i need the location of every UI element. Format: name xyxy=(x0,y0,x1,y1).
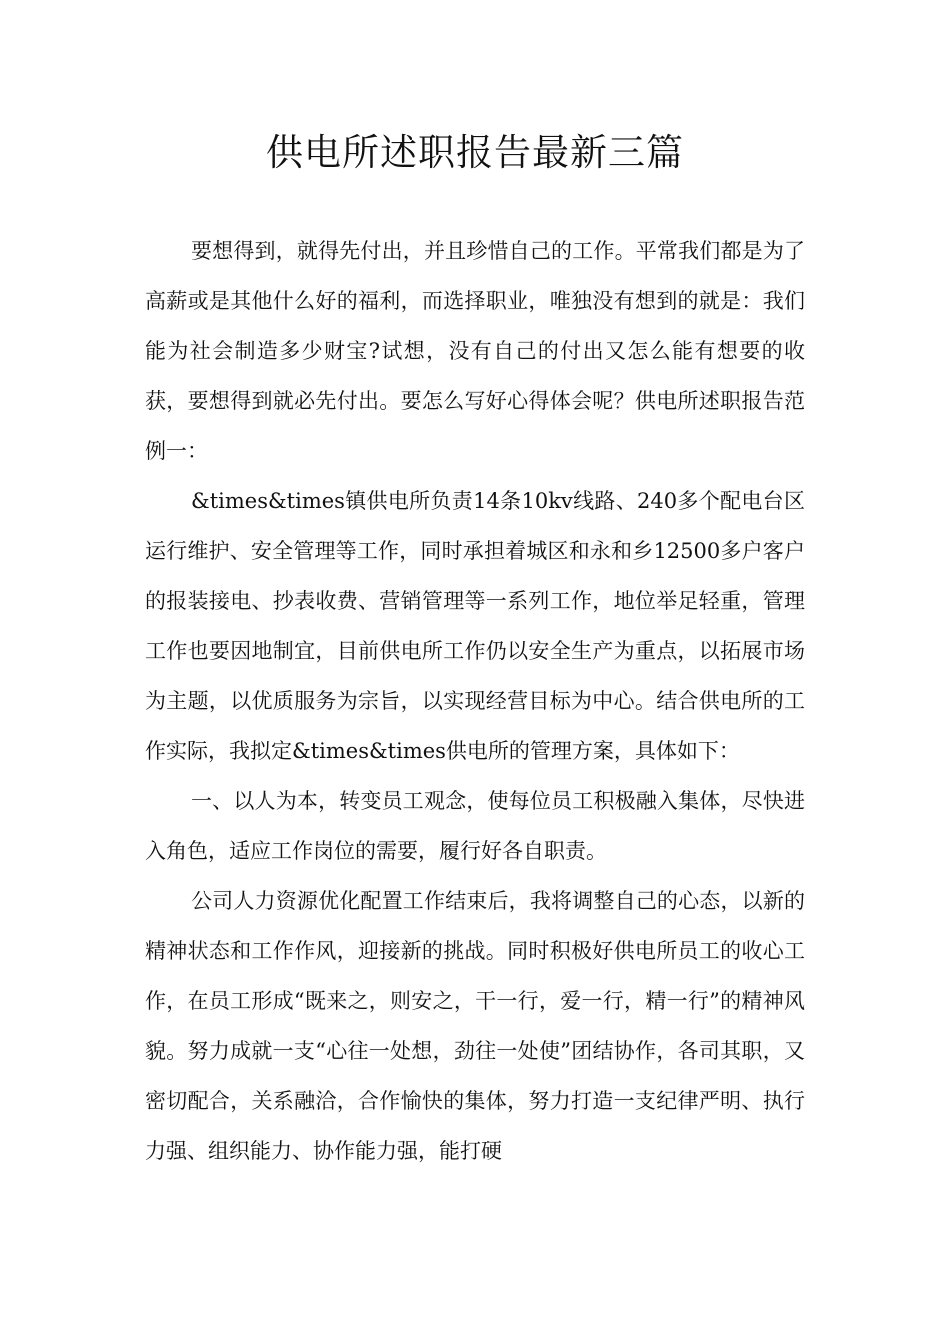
paragraph-overview: &times&times镇供电所负责14条10kv线路、240多个配电台区运行维护、安全管理等工作，同时承担着城区和永和乡12500多户客户的报装接电、抄表收费、营销管理等一系列工作，地位举足轻重，管理工作也要因地制宜，目前供电所工作仍以安全生产为重点，以拓展市场为主题，以优质服务为宗旨，以实现经营目标为中心。结合供电所的工作实际，我拟定&times&times供电所的管理方案，具体如下： xyxy=(145,489,805,763)
document-body xyxy=(145,226,805,1176)
paragraph-section-one-detail: 公司人力资源优化配置工作结束后，我将调整自己的心态，以新的精神状态和工作作风，迎接新的挑战。同时积极好供电所员工的收心工作，在员工形成“既来之，则安之，干一行，爱一行，精一行”的精神风貌。努力成就一支“心往一处想，劲往一处使”团结协作，各司其职，又密切配合，关系融洽，合作愉快的集体，努力打造一支纪律严明、执行力强、组织能力、协作能力强，能打硬 xyxy=(145,889,805,1163)
paragraph-section-one: 一、以人为本，转变员工观念，使每位员工积极融入集体，尽快进入角色，适应工作岗位的需要，履行好各自职责。 xyxy=(145,789,805,863)
paragraph-intro: 要想得到，就得先付出，并且珍惜自己的工作。平常我们都是为了高薪或是其他什么好的福利，而选择职业，唯独没有想到的就是：我们能为社会制造多少财宝?试想，没有自己的付出又怎么能有想要的收获，要想得到就必先付出。要怎么写好心得体会呢？供电所述职报告范例一： xyxy=(145,239,805,463)
document-title: 供电所述职报告最新三篇 xyxy=(266,131,684,174)
